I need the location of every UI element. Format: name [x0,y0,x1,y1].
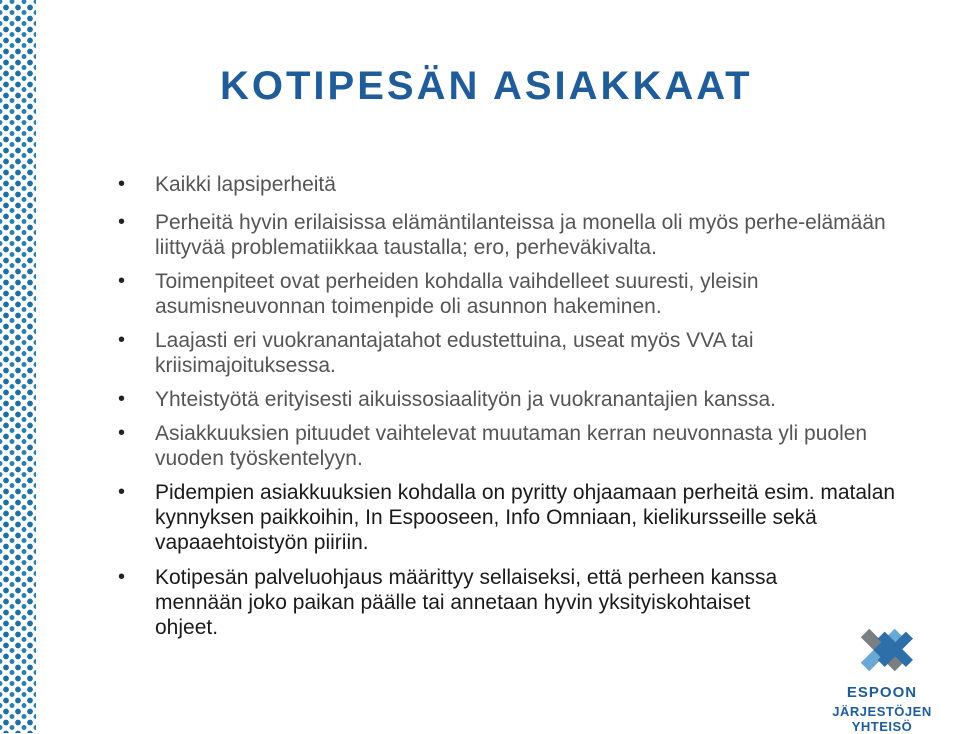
bullet-item: • Toimenpiteet ovat perheiden kohdalla vaihdelleet suuresti, yleisin asumisneuvonnan toimenpide oli asunnon hakeminen. [118,269,908,319]
bullet-item: • Asiakkuuksien pituudet vaihtelevat muutaman kerran neuvonnasta yli puolen vuoden työskentelyyn. [118,421,908,471]
bullet-item: • Kotipesän palveluohjaus määrittyy sellaiseksi, että perheen kanssa mennään joko paikan päälle tai annetaan hyvin yksityiskohtaiset ohjeet. [118,565,815,640]
bullet-item: • Kaikki lapsiperheitä [118,172,908,197]
logo-text-jarjestojen-yhteiso: JÄRJESTÖJEN YHTEISÖ [832,704,932,734]
bullet-item: • Pidempien asiakkuuksien kohdalla on pyritty ohjaamaan perheitä esim. matalan kynnyksen paikkoihin, In Espooseen, Info Omniaan, kielikursseille sekä vapaaehtoistyön piiriin. [118,480,908,555]
bullet-item: • Laajasti eri vuokranantajatahot edustettuina, useat myös VVA tai kriisimajoituksessa. [118,328,908,378]
espoon-jarjestojen-yhteiso-logo [804,622,960,734]
bullet-item: • Yhteistyötä erityisesti aikuissosiaalityön ja vuokranantajien kanssa. [118,387,908,412]
logo-text-espoon: ESPOON [846,684,918,701]
bullet-list [118,172,908,650]
page-title: KOTIPESÄN ASIAKKAAT [220,64,753,108]
bullet-item: • Perheitä hyvin erilaisissa elämäntilanteissa ja monella oli myös perhe-elämään liittyvää problematiikkaa taustalla; ero, perheväkivalta. [118,210,908,260]
cross-logo-icon [846,622,918,678]
dotted-border-decoration [0,0,36,733]
